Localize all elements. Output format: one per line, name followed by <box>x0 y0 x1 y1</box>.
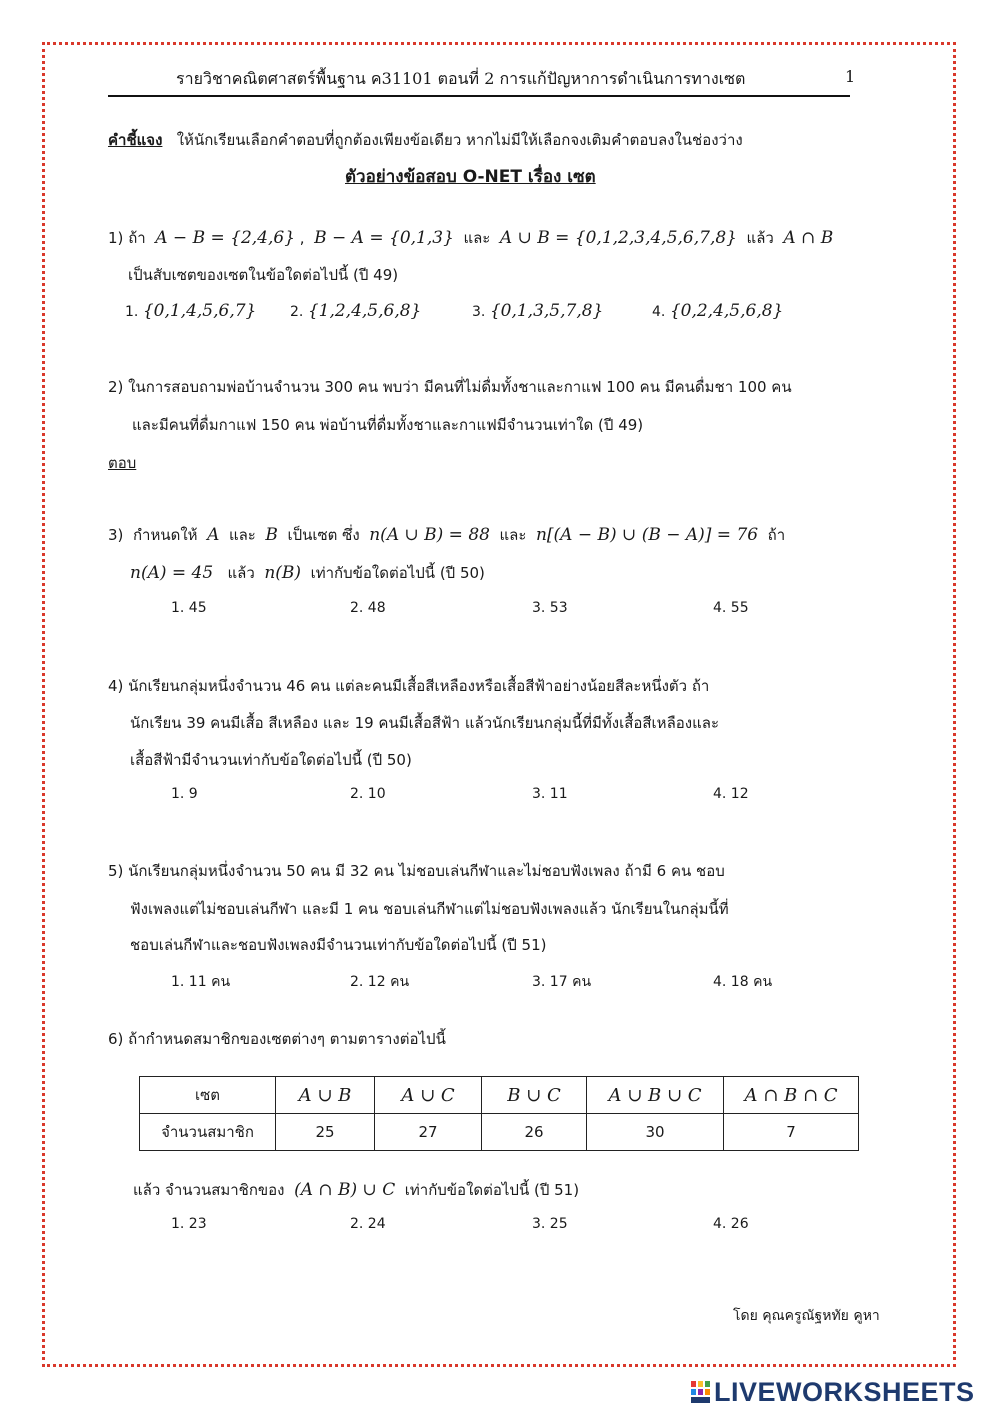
q6-choice-4[interactable]: 4. 26 <box>713 1216 749 1232</box>
page-number: 1 <box>845 67 856 86</box>
course-header-title: รายวิชาคณิตศาสตร์พื้นฐาน ค31101 ตอนที่ 2 การแก้ปัญหาการดำเนินการทางเซต <box>176 69 746 88</box>
table-set-cell: A ∪ B ∪ C <box>587 1077 724 1114</box>
q1-comma: , <box>299 229 305 247</box>
q6-choice-2[interactable]: 2. 24 <box>350 1216 386 1232</box>
q1-if: ถ้า <box>128 229 146 247</box>
q3-equation-nB: n(B) <box>264 563 302 583</box>
table-set-cell: A ∩ B ∩ C <box>724 1077 859 1114</box>
header-divider <box>108 95 850 97</box>
liveworksheets-logo-icon <box>690 1379 712 1405</box>
q4-line2: นักเรียน 39 คนมีเสื้อ สีเหลือง และ 19 คนมีเสื้อสีฟ้า แล้วนักเรียนกลุ่มนี้ที่มีทั้งเสื้อสีเหลืองและ <box>130 714 720 732</box>
q1-equation-b-minus-a: B − A = {0,1,3} <box>314 228 454 248</box>
q1-choice-1-set: {0,1,4,5,6,7} <box>142 301 257 321</box>
q3-equation-union: n(A ∪ B) = 88 <box>369 525 490 545</box>
q5-line2: ฟังเพลงแต่ไม่ชอบเล่นกีฬา และมี 1 คน ชอบเล่นกีฬาแต่ไม่ชอบฟังเพลงแล้ว นักเรียนในกลุ่มนี้ที่ <box>130 900 729 918</box>
q5-choice-3[interactable]: 3. 17 คน <box>532 974 592 990</box>
q3-choice-2[interactable]: 2. 48 <box>350 600 386 616</box>
table-count-cell: 27 <box>375 1114 482 1151</box>
q6-expression: (A ∩ B) ∪ C <box>294 1180 396 1200</box>
q6-choice-1[interactable]: 1. 23 <box>171 1216 207 1232</box>
q1-choice-4[interactable]: 4. {0,2,4,5,6,8} <box>652 301 784 321</box>
q1-equation-intersection: A ∩ B <box>783 228 834 248</box>
q4-choice-2[interactable]: 2. 10 <box>350 786 386 802</box>
q2-answer-label: ตอบ <box>108 454 137 472</box>
q6-line2: แล้ว จำนวนสมาชิกของ (A ∩ B) ∪ C เท่ากับข้อใดต่อไปนี้ (ปี 51) <box>133 1180 580 1200</box>
q4-choice-3[interactable]: 3. 11 <box>532 786 568 802</box>
q5-choice-2[interactable]: 2. 12 คน <box>350 974 410 990</box>
instructions <box>108 128 743 152</box>
q1-number: 1) <box>108 229 124 247</box>
q1-choice-4-set: {0,2,4,5,6,8} <box>669 301 784 321</box>
q1-choice-2[interactable]: 2. {1,2,4,5,6,8} <box>290 301 422 321</box>
q4-line3: เสื้อสีฟ้ามีจำนวนเท่ากับข้อใดต่อไปนี้ (ปี 50) <box>130 751 412 769</box>
table-count-cell: 26 <box>482 1114 587 1151</box>
q1-choice-3-set: {0,1,3,5,7,8} <box>489 301 604 321</box>
q5-line3: ชอบเล่นกีฬาและชอบฟังเพลงมีจำนวนเท่ากับข้อใดต่อไปนี้ (ปี 51) <box>130 936 547 954</box>
q1-choice-3[interactable]: 3. {0,1,3,5,7,8} <box>472 301 604 321</box>
instructions-text: ให้นักเรียนเลือกคำตอบที่ถูกต้องเพียงข้อเดียว หากไม่มีให้เลือกจงเติมคำตอบลงในช่องว่าง <box>176 131 743 149</box>
q1-choice-1[interactable]: 1. {0,1,4,5,6,7} <box>125 301 257 321</box>
table-count-cell: 25 <box>276 1114 375 1151</box>
q4-choice-4[interactable]: 4. 12 <box>713 786 749 802</box>
q1-and: และ <box>463 229 491 247</box>
q6-line1: 6) ถ้ากำหนดสมาชิกของเซตต่างๆ ตามตารางต่อไปนี้ <box>108 1030 446 1048</box>
q4-choice-1[interactable]: 1. 9 <box>171 786 198 802</box>
q3-choice-3[interactable]: 3. 53 <box>532 600 568 616</box>
liveworksheets-logo-text: LIVEWORKSHEETS <box>714 1377 975 1407</box>
q2-line2: และมีคนที่ดื่มกาแฟ 150 คน พ่อบ้านที่ดื่มทั้งชาและกาแฟมีจำนวนเท่าใด (ปี 49) <box>132 416 644 434</box>
table-set-cell: A ∪ B <box>276 1077 375 1114</box>
set-members-table <box>139 1076 859 1151</box>
q3-line2: n(A) = 45 แล้ว n(B) เท่ากับข้อใดต่อไปนี้ (ปี 50) <box>130 563 485 583</box>
q4-line1: 4) นักเรียนกลุ่มหนึ่งจำนวน 46 คน แต่ละคนมีเสื้อสีเหลืองหรือเสื้อสีฟ้าอย่างน้อยสีละหนึ่งตัว ถ้า <box>108 677 710 695</box>
table-set-cell: B ∪ C <box>482 1077 587 1114</box>
q3-equation-symmetric-difference: n[(A − B) ∪ (B − A)] = 76 <box>535 525 759 545</box>
q3-choice-1[interactable]: 1. 45 <box>171 600 207 616</box>
table-row <box>140 1114 859 1151</box>
q3-equation-nA: n(A) = 45 <box>130 563 214 583</box>
q1-choice-2-set: {1,2,4,5,6,8} <box>307 301 422 321</box>
q5-choice-1[interactable]: 1. 11 คน <box>171 974 231 990</box>
q5-line1: 5) นักเรียนกลุ่มหนึ่งจำนวน 50 คน มี 32 คน ไม่ชอบเล่นกีฬาและไม่ชอบฟังเพลง ถ้ามี 6 คน ชอบ <box>108 862 725 880</box>
q2-line1: 2) ในการสอบถามพ่อบ้านจำนวน 300 คน พบว่า มีคนที่ไม่ดื่มทั้งชาและกาแฟ 100 คน มีคนดื่มชา 100 คน <box>108 378 792 396</box>
q6-choice-3[interactable]: 3. 25 <box>532 1216 568 1232</box>
q1-equation-a-minus-b: A − B = {2,4,6} <box>155 228 296 248</box>
table-count-cell: 7 <box>724 1114 859 1151</box>
q3-number: 3) <box>108 526 124 544</box>
table-count-cell: 30 <box>587 1114 724 1151</box>
q1-line1 <box>108 226 833 250</box>
q5-choice-4[interactable]: 4. 18 คน <box>713 974 773 990</box>
q1-then: แล้ว <box>746 229 774 247</box>
instructions-label: คำชี้แจง <box>108 131 163 149</box>
q3-choice-4[interactable]: 4. 55 <box>713 600 749 616</box>
exam-title: ตัวอย่างข้อสอบ O-NET เรื่อง เซต <box>345 167 596 187</box>
q1-equation-union: A ∪ B = {0,1,2,3,4,5,6,7,8} <box>499 228 737 248</box>
table-row <box>140 1077 859 1114</box>
table-row-label: จำนวนสมาชิก <box>140 1114 276 1151</box>
table-set-cell: A ∪ C <box>375 1077 482 1114</box>
q3-line1: 3) กำหนดให้ A และ B เป็นเซต ซึ่ง n(A ∪ B) = 88 และ n[(A − B) ∪ (B − A)] = 76 ถ้า <box>108 525 786 545</box>
q1-line2: เป็นสับเซตของเซตในข้อใดต่อไปนี้ (ปี 49) <box>128 266 399 284</box>
table-header-label: เซต <box>140 1077 276 1114</box>
author-credit: โดย คุณครูณัฐหทัย คูหา <box>733 1308 880 1324</box>
